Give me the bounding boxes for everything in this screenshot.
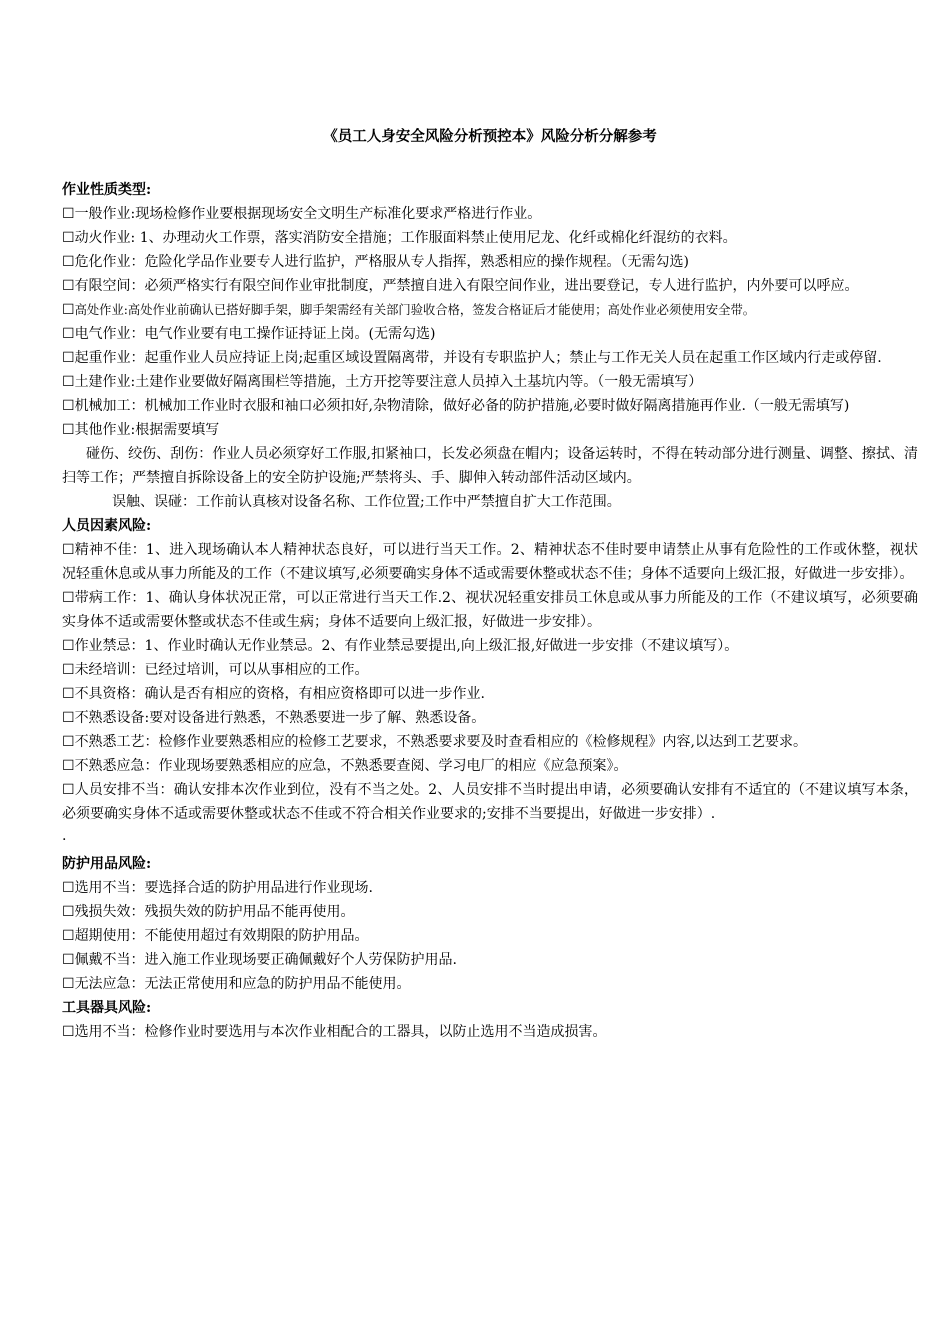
item-text: 一般作业:现场检修作业要根据现场安全文明生产标准化要求严格进行作业。 [74, 206, 542, 222]
list-item [62, 1020, 918, 1044]
item-text: 选用不当：要选择合适的防护用品进行作业现场. [74, 880, 374, 896]
list-item [62, 298, 918, 322]
list-item [62, 972, 918, 996]
item-text: 残损失效：残损失效的防护用品不能再使用。 [74, 904, 355, 920]
list-item [62, 250, 918, 274]
item-text: 超期使用：不能使用超过有效期限的防护用品。 [74, 928, 369, 944]
section-heading: 防护用品风险: [62, 856, 152, 872]
list-item [62, 394, 918, 418]
item-text: 未经培训：已经过培训，可以从事相应的工作。 [74, 662, 369, 678]
list-item [62, 924, 918, 948]
list-item [62, 346, 918, 370]
checkbox-icon[interactable]: ☐ [62, 710, 75, 726]
checkbox-icon[interactable]: ☐ [62, 638, 75, 654]
checkbox-icon[interactable]: ☐ [62, 326, 75, 342]
section-personnel [62, 514, 918, 846]
list-item [62, 778, 918, 826]
item-text: 佩戴不当：进入施工作业现场要正确佩戴好个人劳保防护用品. [74, 952, 458, 968]
document-page [62, 124, 918, 1044]
item-text: 人员安排不当：确认安排本次作业到位，没有不当之处。2、人员安排不当时提出申请，必须要确认安排有不适宜的（不建议填写本条，必须要确实身体不适或需要休整或状态不佳或不符合相关作业要求的;安排不当要提出，好做进一步安排）. [62, 782, 918, 822]
item-text: 起重作业：起重作业人员应持证上岗;起重区域设置隔离带，并设有专职监护人；禁止与工作无关人员在起重工作区域内行走或停留. [74, 350, 882, 366]
item-text: 动火作业: 1、办理动火工作票，落实消防安全措施；工作服面料禁止使用尼龙、化纤或棉化纤混纺的衣料。 [74, 230, 737, 246]
checkbox-icon[interactable]: ☐ [62, 206, 75, 222]
document-title: 《员工人身安全风险分析预控本》风险分析分解参考 [323, 128, 657, 145]
item-text: 机械加工：机械加工作业时衣服和袖口必须扣好,杂物清除，做好必备的防护措施,必要时做好隔离措施再作业.（一般无需填写) [74, 398, 850, 414]
checkbox-icon[interactable]: ☐ [62, 254, 75, 270]
checkbox-icon[interactable]: ☐ [62, 782, 75, 798]
list-item [62, 900, 918, 924]
checkbox-icon[interactable]: ☐ [62, 758, 75, 774]
list-item [62, 586, 918, 634]
list-item [62, 202, 918, 226]
item-text: 有限空间：必须严格实行有限空间作业审批制度，严禁擅自进入有限空间作业，进出要登记，专人进行监护，内外要可以呼应。 [74, 278, 859, 294]
list-item [62, 418, 918, 442]
list-item [62, 538, 918, 586]
list-item [62, 370, 918, 394]
item-text: 不熟悉应急：作业现场要熟悉相应的应急，不熟悉要查阅、学习电厂的相应《应急预案》。 [74, 758, 628, 774]
item-text: 土建作业:土建作业要做好隔离围栏等措施，土方开挖等要注意人员掉入土基坑内等。（一般无需填写） [74, 374, 703, 390]
item-text: 电气作业：电气作业要有电工操作证持证上岗。(无需勾选) [74, 326, 436, 342]
checkbox-icon[interactable]: ☐ [62, 880, 75, 896]
checkbox-icon[interactable]: ☐ [62, 1024, 75, 1040]
section-tools [62, 996, 918, 1044]
item-text: 其他作业:根据需要填写 [74, 422, 220, 438]
list-item [62, 274, 918, 298]
list-item [62, 754, 918, 778]
checkbox-icon[interactable]: ☐ [62, 350, 75, 366]
list-item [62, 876, 918, 900]
list-item [62, 634, 918, 658]
trailing-mark: . [62, 828, 67, 844]
note-paragraph: 碰伤、绞伤、刮伤：作业人员必须穿好工作服,扣紧袖口，长发必须盘在帽内；设备运转时，不得在转动部分进行测量、调整、擦拭、清扫等工作；严禁擅自拆除设备上的安全防护设施;严禁将头、手、脚伸入转动部件活动区域内。 [62, 446, 918, 486]
list-item [62, 658, 918, 682]
checkbox-icon[interactable]: ☐ [62, 904, 75, 920]
checkbox-icon[interactable]: ☐ [62, 734, 75, 750]
item-text: 不熟悉设备:要对设备进行熟悉，不熟悉要进一步了解、熟悉设备。 [74, 710, 486, 726]
section-heading: 人员因素风险: [62, 518, 152, 534]
checkbox-icon[interactable]: ☐ [62, 952, 75, 968]
checkbox-icon[interactable]: ☐ [62, 662, 75, 678]
section-work-type [62, 178, 918, 514]
list-item [62, 948, 918, 972]
checkbox-icon[interactable]: ☐ [62, 230, 75, 246]
item-text: 带病工作：1、确认身体状况正常，可以正常进行当天工作.2、视状况轻重安排员工休息或从事力所能及的工作（不建议填写，必须要确实身体不适或需要休整或状态不佳或生病；身体不适要向上级汇报，好做进一步安排）。 [62, 590, 918, 630]
note-paragraph: 误触、误碰：工作前认真核对设备名称、工作位置;工作中严禁擅自扩大工作范围。 [112, 494, 621, 510]
checkbox-icon[interactable]: ☐ [62, 398, 75, 414]
item-text: 精神不佳：1、进入现场确认本人精神状态良好，可以进行当天工作。2、精神状态不佳时要申请禁止从事有危险性的工作或休整，视状况轻重休息或从事力所能及的工作（不建议填写,必须要确实身体不适或需要休整或状态不佳；身体不适要向上级汇报，好做进一步安排）。 [62, 542, 918, 582]
checkbox-icon[interactable]: ☐ [62, 542, 75, 558]
item-text: 高处作业:高处作业前确认已搭好脚手架，脚手架需经有关部门验收合格，签发合格证后才能使用；高处作业必须使用安全带。 [74, 303, 756, 317]
checkbox-icon[interactable]: ☐ [62, 928, 75, 944]
checkbox-icon[interactable]: ☐ [62, 374, 75, 390]
checkbox-icon[interactable]: ☐ [62, 686, 75, 702]
section-ppe [62, 852, 918, 996]
item-text: 无法应急：无法正常使用和应急的防护用品不能使用。 [74, 976, 411, 992]
item-text: 作业禁忌：1、作业时确认无作业禁忌。2、有作业禁忌要提出,向上级汇报,好做进一步安排（不建议填写）。 [74, 638, 739, 654]
checkbox-icon[interactable]: ☐ [62, 976, 75, 992]
list-item [62, 322, 918, 346]
item-text: 不具资格：确认是否有相应的资格，有相应资格即可以进一步作业. [74, 686, 486, 702]
item-text: 危化作业：危险化学品作业要专人进行监护，严格服从专人指挥，熟悉相应的操作规程。（无需勾选) [74, 254, 690, 270]
item-text: 不熟悉工艺：检修作业要熟悉相应的检修工艺要求，不熟悉要求要及时查看相应的《检修规程》内容,以达到工艺要求。 [74, 734, 808, 750]
list-item [62, 730, 918, 754]
item-text: 选用不当：检修作业时要选用与本次作业相配合的工器具，以防止选用不当造成损害。 [74, 1024, 607, 1040]
checkbox-icon[interactable]: ☐ [62, 422, 75, 438]
checkbox-icon[interactable]: ☐ [62, 302, 75, 318]
checkbox-icon[interactable]: ☐ [62, 278, 75, 294]
section-heading: 作业性质类型: [62, 182, 152, 198]
list-item [62, 706, 918, 730]
checkbox-icon[interactable]: ☐ [62, 590, 75, 606]
list-item [62, 226, 918, 250]
list-item [62, 682, 918, 706]
section-heading: 工具器具风险: [62, 1000, 152, 1016]
